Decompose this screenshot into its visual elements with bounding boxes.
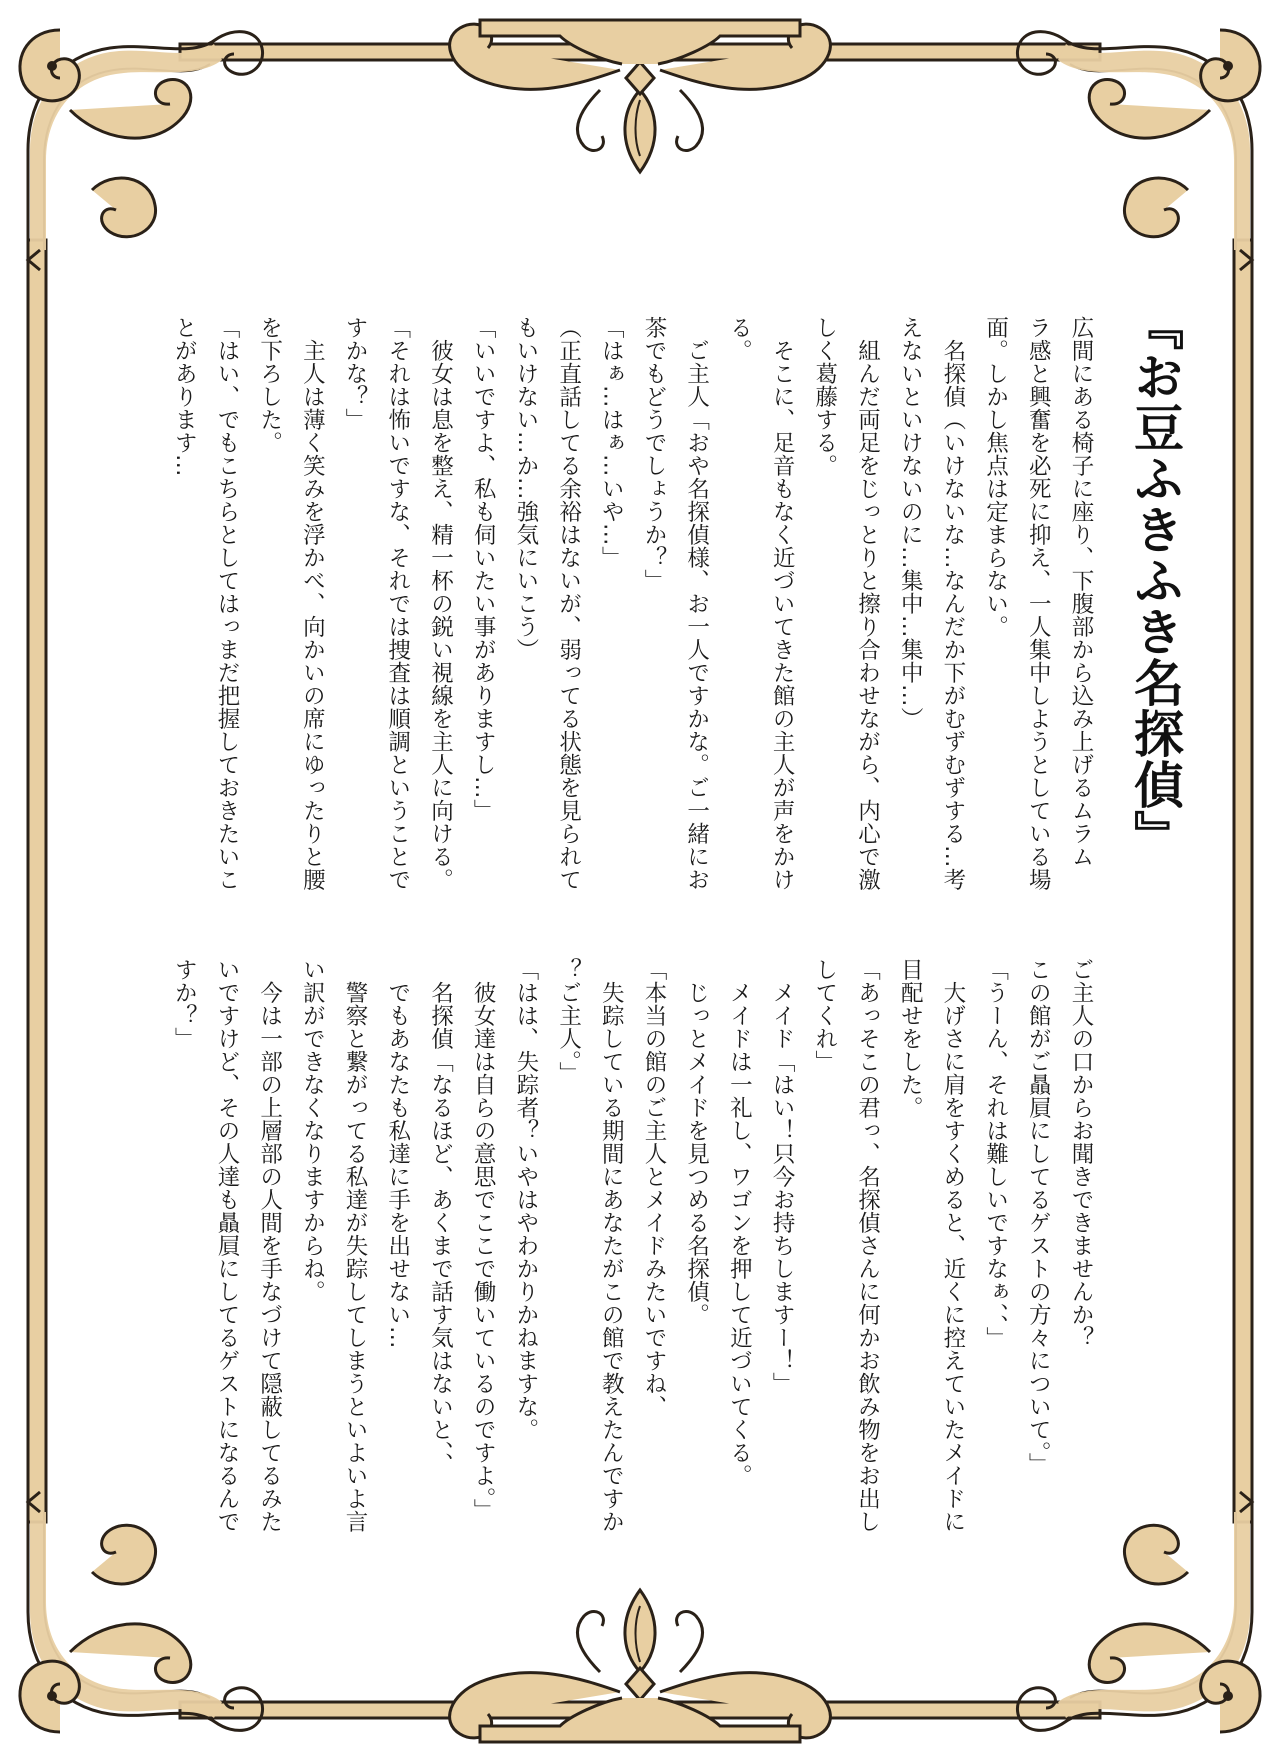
text-line: 今は一部の上層部の人間を手なづけて隠蔽してるみた bbox=[256, 958, 283, 1533]
text-line: 広間にある椅子に座り、下腹部から込み上げるムラム bbox=[1068, 316, 1094, 868]
text-line: 「いいですよ、私も伺いたい事がありますし…」 bbox=[470, 316, 497, 822]
text-line: でもあなたも私達に手を出せない… bbox=[384, 958, 411, 1349]
text-line: すかな？」 bbox=[342, 316, 369, 431]
text-line: いですけど、その人達も贔屓にしてるゲストになるんで bbox=[213, 958, 240, 1533]
page-title: 『お豆ふきふき名探偵』 bbox=[1126, 300, 1184, 861]
text-line: る。 bbox=[726, 316, 753, 362]
text-line: （正直話してる余裕はないが、弱ってる状態を見られて bbox=[555, 316, 582, 891]
text-line: 「あっそこの君っ、名探偵さんに何かお飲み物をお出し bbox=[854, 958, 881, 1533]
text-line: 「はい、でもこちらとしてはっまだ把握しておきたいこ bbox=[213, 316, 240, 891]
text-line: 「はは、失踪者？いやはやわかりかねますな。 bbox=[512, 958, 539, 1441]
text-line: い訳ができなくなりますからね。 bbox=[299, 958, 326, 1303]
text-line: すか？」 bbox=[171, 958, 198, 1050]
text-line: 「本当の館のご主人とメイドみたいですね、 bbox=[640, 958, 667, 1418]
text-line: メイド「はい！只今お持ちしますー！」 bbox=[769, 958, 796, 1395]
text-line: 茶でもどうでしょうか？」 bbox=[640, 316, 667, 592]
text-line: 失踪している期間にあなたがこの館で教えたんですか bbox=[598, 958, 625, 1533]
text-line: 目配せをした。 bbox=[897, 958, 924, 1119]
text-line: とがあります… bbox=[171, 316, 198, 477]
text-line: 彼女達は自らの意思でここで働いているのですよ。」 bbox=[470, 958, 497, 1522]
lower-text-block bbox=[163, 958, 1102, 1533]
text-line: 「それは怖いですな、それでは捜査は順調ということで bbox=[384, 316, 411, 891]
text-line: 面。しかし焦点は定まらない。 bbox=[982, 316, 1009, 638]
text-line: この館がご贔屓にしてるゲストの方々について。」 bbox=[1025, 958, 1052, 1476]
text-line: ？ご主人。」 bbox=[555, 958, 582, 1085]
text-line: じっとメイドを見つめる名探偵。 bbox=[683, 958, 710, 1326]
text-line: 大げさに肩をすくめると、近くに控えていたメイドに bbox=[939, 958, 966, 1533]
text-line: 主人は薄く笑みを浮かべ、向かいの席にゆったりと腰 bbox=[299, 316, 326, 891]
text-line: そこに、足音もなく近づいてきた館の主人が声をかけ bbox=[769, 316, 796, 891]
text-line: ラ感と興奮を必死に抑え、一人集中しようとしている場 bbox=[1025, 316, 1052, 891]
text-line: もいけない…か…強気にいこう） bbox=[512, 316, 539, 661]
text-line: を下ろした。 bbox=[256, 316, 283, 454]
text-line: 組んだ両足をじっとりと擦り合わせながら、内心で激 bbox=[854, 316, 881, 891]
text-line: メイドは一礼し、ワゴンを押して近づいてくる。 bbox=[726, 958, 753, 1487]
text-line: 「はぁ…はぁ…いや…」 bbox=[598, 316, 625, 569]
text-line: 彼女は息を整え、精一杯の鋭い視線を主人に向ける。 bbox=[427, 316, 454, 891]
text-line: ご主人「おや名探偵様、お一人ですかな。ご一緒にお bbox=[683, 316, 710, 891]
text-line: えないといけないのに…集中…集中…） bbox=[897, 316, 924, 730]
text-line: 「うーん、それは難しいですなぁ、、」 bbox=[982, 958, 1009, 1350]
text-line: 名探偵「なるほど、あくまで話す気はないと、、 bbox=[427, 958, 454, 1476]
text-line: してくれ」 bbox=[811, 958, 838, 1073]
upper-text-block bbox=[163, 316, 1102, 891]
text-line: しく葛藤する。 bbox=[811, 316, 838, 477]
text-line: 名探偵（いけないな…なんだか下がむずむずする…考 bbox=[939, 316, 966, 891]
text-line: 警察と繋がってる私達が失踪してしまうといよいよ言 bbox=[342, 958, 369, 1533]
text-line: ご主人の口からお聞きできませんか？ bbox=[1068, 958, 1094, 1349]
